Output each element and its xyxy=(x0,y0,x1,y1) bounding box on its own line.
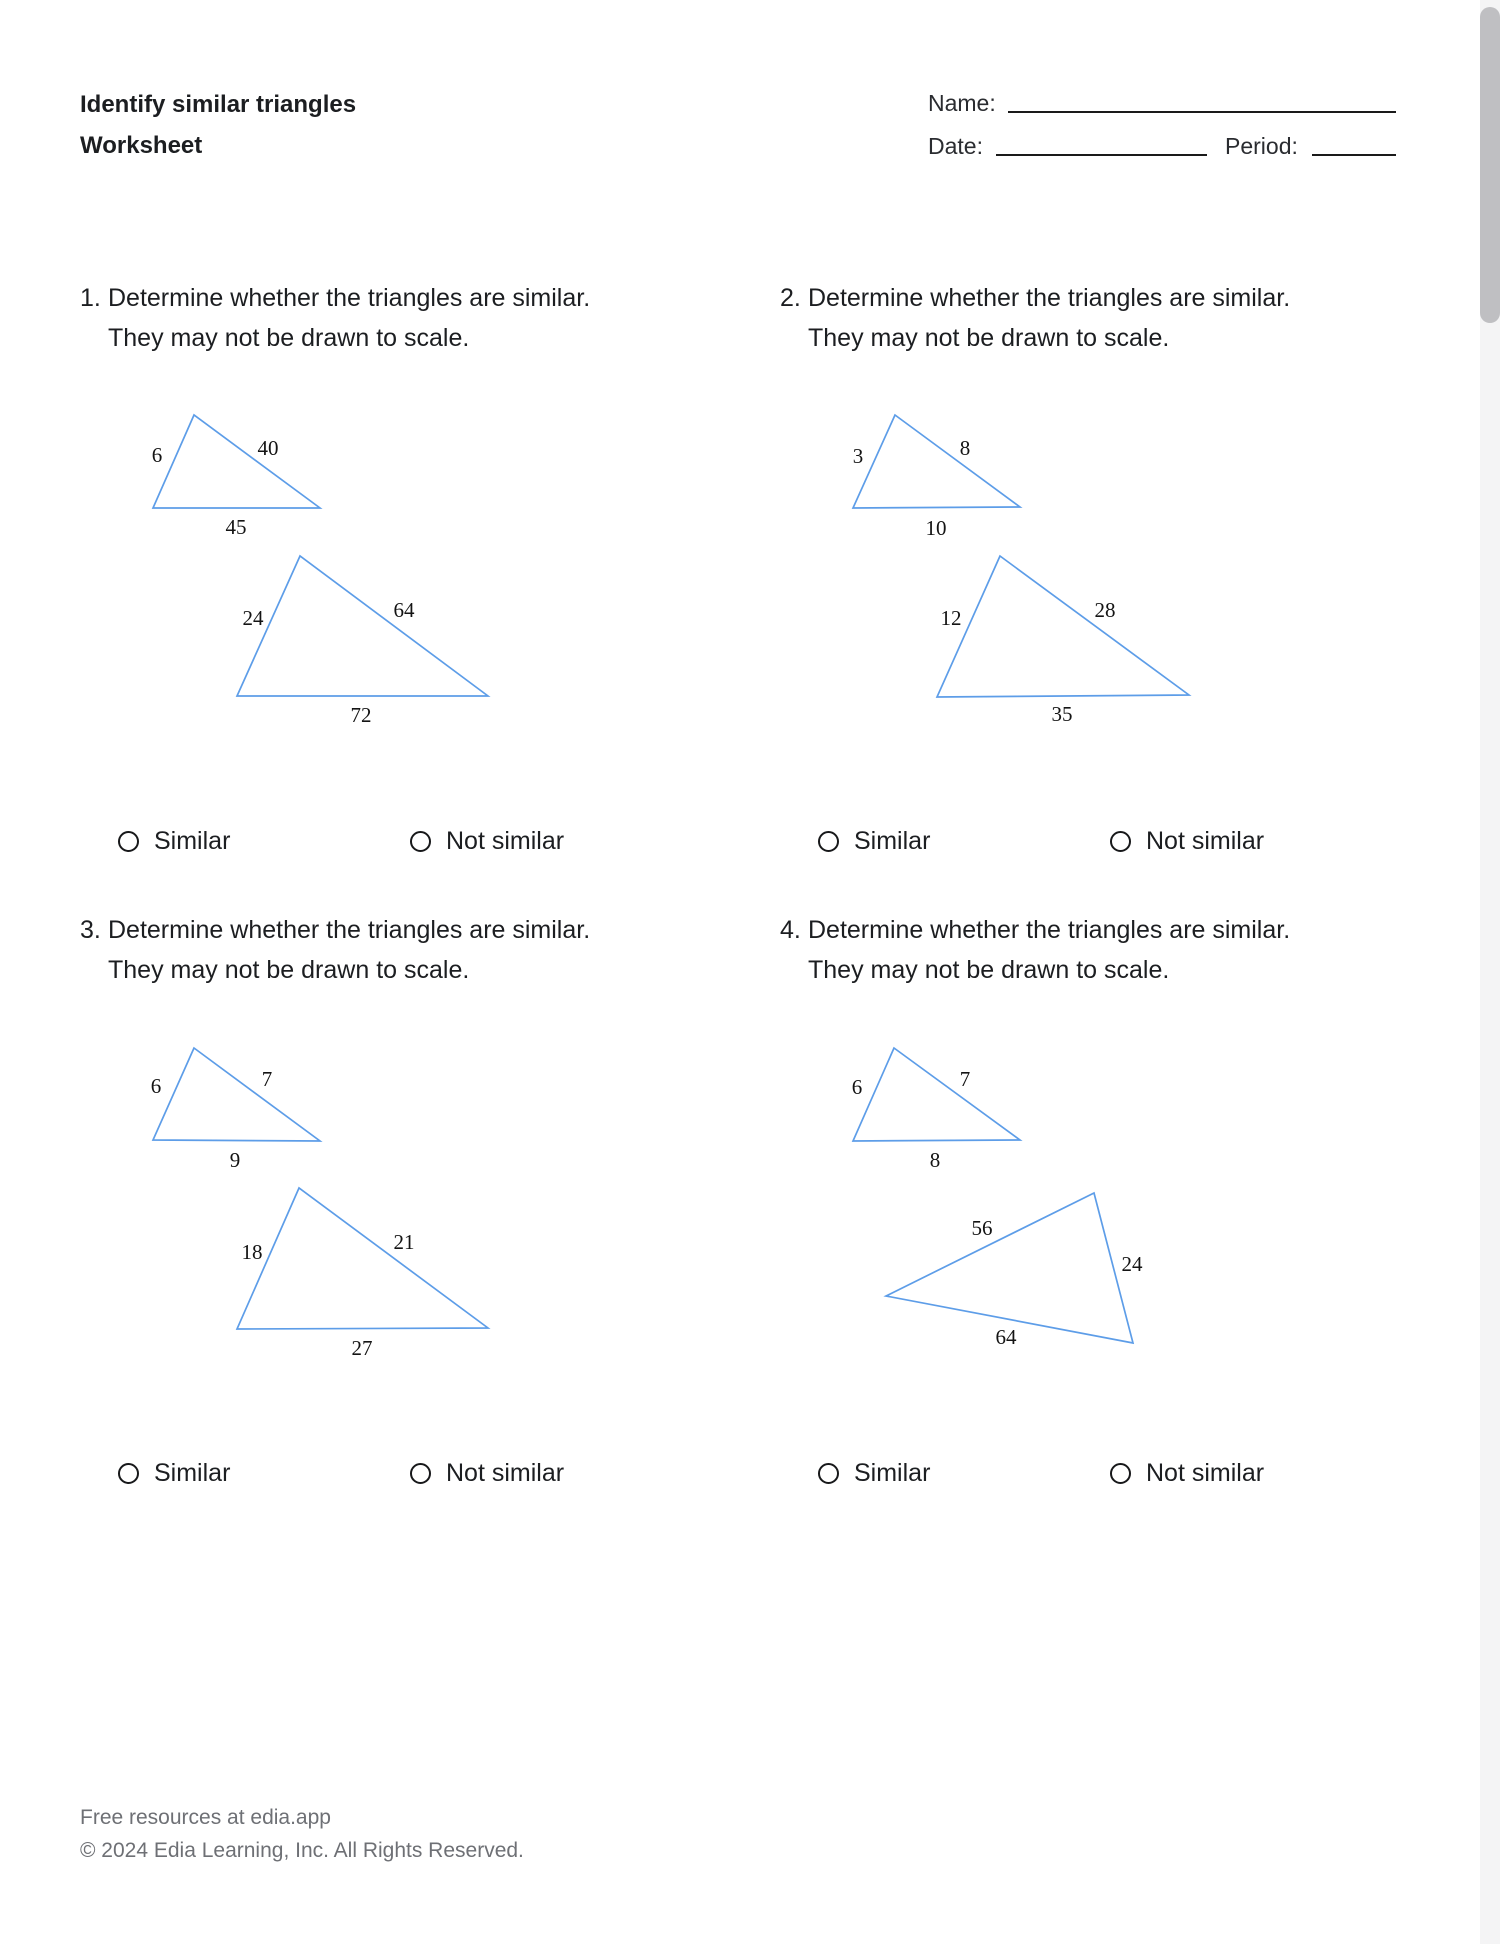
problem-1-not-similar-option[interactable] xyxy=(410,827,564,856)
problem-2-triangle-2 xyxy=(937,556,1189,697)
side-length-label: 64 xyxy=(393,598,415,622)
side-length-label: 40 xyxy=(257,436,279,460)
problem-1-not-similar-label: Not similar xyxy=(446,827,565,855)
problem-3-not-similar-label: Not similar xyxy=(446,1459,565,1487)
side-length-label: 8 xyxy=(959,436,971,460)
problem-4-prompt-line1: Determine whether the triangles are similar. xyxy=(808,916,1291,944)
period-label: Period: xyxy=(1225,133,1298,159)
side-length-label: 28 xyxy=(1094,598,1116,622)
problem-4-prompt-line2: They may not be drawn to scale. xyxy=(808,956,1170,984)
problem-3-not-similar-option[interactable] xyxy=(410,1459,564,1488)
footer-resources-text: Free resources at edia.app xyxy=(80,1806,331,1829)
date-blank-line xyxy=(996,154,1207,156)
problem-3-prompt-line2: They may not be drawn to scale. xyxy=(108,956,470,984)
worksheet-title-line2: Worksheet xyxy=(80,132,203,159)
side-length-label: 7 xyxy=(261,1067,273,1091)
problem-2-similar-label: Similar xyxy=(854,827,931,855)
side-length-label: 9 xyxy=(229,1148,241,1172)
problem-2-similar-option[interactable] xyxy=(818,827,930,856)
side-length-label: 45 xyxy=(225,515,247,539)
problem-4-triangle-2 xyxy=(886,1193,1133,1343)
problem-1-prompt-line1: Determine whether the triangles are similar. xyxy=(108,284,591,312)
radio-button-icon[interactable] xyxy=(1110,831,1131,852)
side-length-label: 8 xyxy=(929,1148,941,1172)
side-length-label: 35 xyxy=(1051,702,1073,726)
name-label: Name: xyxy=(928,90,996,116)
problem-2-not-similar-label: Not similar xyxy=(1146,827,1265,855)
problem-1-prompt xyxy=(80,278,670,358)
scrollbar-thumb[interactable] xyxy=(1480,7,1500,323)
side-length-label: 3 xyxy=(852,444,864,468)
footer xyxy=(80,1801,524,1867)
problem-3-similar-label: Similar xyxy=(154,1459,231,1487)
worksheet-title xyxy=(80,84,356,166)
problem-2-prompt-line2: They may not be drawn to scale. xyxy=(808,324,1170,352)
problem-1-similar-option[interactable] xyxy=(118,827,230,856)
period-blank-line xyxy=(1312,154,1396,156)
problem-2-number: 2. xyxy=(780,284,801,312)
problem-1-triangle-1 xyxy=(153,415,320,508)
problem-1-triangle-2 xyxy=(237,556,488,696)
problem-2-not-similar-option[interactable] xyxy=(1110,827,1264,856)
radio-button-icon[interactable] xyxy=(118,1463,139,1484)
problem-1-prompt-line2: They may not be drawn to scale. xyxy=(108,324,470,352)
side-length-label: 72 xyxy=(350,703,372,727)
problem-3-number: 3. xyxy=(80,916,101,944)
side-length-label: 21 xyxy=(393,1230,415,1254)
footer-copyright-text: © 2024 Edia Learning, Inc. All Rights Reserved. xyxy=(80,1839,524,1862)
problem-4-number: 4. xyxy=(780,916,801,944)
side-length-label: 24 xyxy=(1121,1252,1143,1276)
radio-button-icon[interactable] xyxy=(118,831,139,852)
problem-3-similar-option[interactable] xyxy=(118,1459,230,1488)
radio-button-icon[interactable] xyxy=(410,831,431,852)
problem-1-number: 1. xyxy=(80,284,101,312)
name-blank-line xyxy=(1008,111,1396,113)
radio-button-icon[interactable] xyxy=(818,1463,839,1484)
side-length-label: 24 xyxy=(242,606,264,630)
worksheet-title-line1: Identify similar triangles xyxy=(80,91,357,118)
side-length-label: 7 xyxy=(959,1067,971,1091)
side-length-label: 10 xyxy=(925,516,947,540)
problem-4-triangle-1 xyxy=(853,1048,1020,1141)
side-length-label: 27 xyxy=(351,1336,373,1360)
problem-2-triangle-1 xyxy=(853,415,1020,508)
radio-button-icon[interactable] xyxy=(818,831,839,852)
problem-3-prompt xyxy=(80,910,670,990)
side-length-label: 6 xyxy=(851,1075,863,1099)
side-length-label: 56 xyxy=(971,1216,993,1240)
problem-4-prompt xyxy=(780,910,1370,990)
scrollbar-track[interactable] xyxy=(1480,0,1500,1944)
problem-2-prompt-line1: Determine whether the triangles are similar. xyxy=(808,284,1291,312)
problem-3-prompt-line1: Determine whether the triangles are similar. xyxy=(108,916,591,944)
problem-4-not-similar-label: Not similar xyxy=(1146,1459,1265,1487)
side-length-label: 18 xyxy=(241,1240,263,1264)
problem-4-similar-label: Similar xyxy=(854,1459,931,1487)
side-length-label: 12 xyxy=(940,606,962,630)
problem-2-prompt xyxy=(780,278,1370,358)
side-length-label: 6 xyxy=(150,1074,162,1098)
problem-4-not-similar-option[interactable] xyxy=(1110,1459,1264,1488)
radio-button-icon[interactable] xyxy=(1110,1463,1131,1484)
side-length-label: 6 xyxy=(151,443,163,467)
problem-1-similar-label: Similar xyxy=(154,827,231,855)
problem-3-triangle-2 xyxy=(237,1188,488,1329)
problem-3-triangle-1 xyxy=(150,1048,320,1141)
side-length-label: 64 xyxy=(995,1325,1017,1349)
radio-button-icon[interactable] xyxy=(410,1463,431,1484)
date-label: Date: xyxy=(928,133,983,159)
problem-4-similar-option[interactable] xyxy=(818,1459,930,1488)
